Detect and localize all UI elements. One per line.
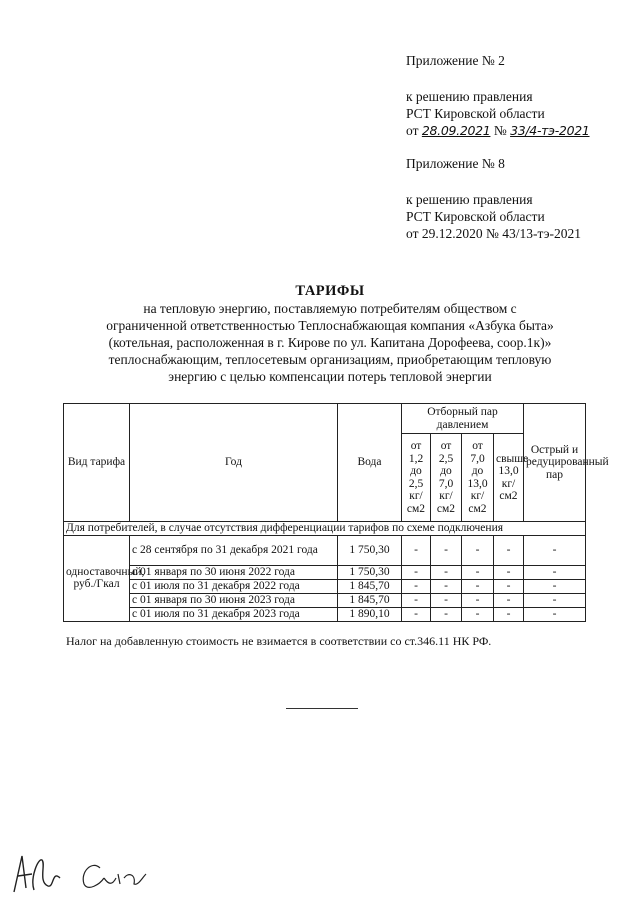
subtitle-line: на тепловую энергию, поставляемую потребителям обществом с [143,301,517,316]
tariff-table [63,403,609,622]
signature-initials [8,848,148,898]
pressure-1-cell: - [402,565,431,579]
appendix-8-line3: от 29.12.2020 № 43/13-тэ-2021 [406,226,581,241]
header-pressure-2: от 2,5 до 7,0 кг/см2 [431,434,462,522]
appendix-2-number: 33/4-тэ-2021 [510,123,590,138]
document-subtitle [80,300,580,385]
period-cell: с 28 сентября по 31 декабря 2021 года [130,535,338,565]
header-pressure-4: свыше 13,0 кг/см2 [494,434,524,522]
water-cell: 1 845,70 [338,593,402,607]
period-cell: с 01 января по 30 июня 2022 года [130,565,338,579]
pressure-3-cell: - [462,593,494,607]
sharp-steam-cell: - [524,565,586,579]
appendix-2-date-line [406,122,590,139]
appendix-2-line1: к решению правления [406,89,533,104]
header-steam: Отборный пар давлением [402,404,524,434]
appendix-2-from: от [406,123,419,138]
appendix-8-line1: к решению правления [406,192,533,207]
water-cell: 1 750,30 [338,535,402,565]
pressure-1-cell: - [402,535,431,565]
header-tariff-type: Вид тарифа [64,404,130,522]
period-cell: с 01 января по 30 июня 2023 года [130,593,338,607]
water-cell: 1 890,10 [338,607,402,621]
appendix-2-date: 28.09.2021 [421,123,491,138]
pressure-3-cell: - [462,579,494,593]
pressure-3-cell: - [462,565,494,579]
divider-line [286,708,358,709]
appendix-8-decision [406,191,581,242]
pressure-4-cell: - [494,535,524,565]
pressure-2-cell: - [431,593,462,607]
header-pressure-3: от 7,0 до 13,0 кг/см2 [462,434,494,522]
sharp-steam-cell: - [524,535,586,565]
header-water: Вода [338,404,402,522]
appendix-2-title: Приложение № 2 [406,53,505,68]
pressure-4-cell: - [494,565,524,579]
appendix-2-num-sign: № [493,123,507,138]
pressure-1-cell: - [402,607,431,621]
pressure-3-cell: - [462,535,494,565]
pressure-4-cell: - [494,579,524,593]
subtitle-line: (котельная, расположенная в г. Кирове по ул. Капитана Дорофеева, соор.1к)» [108,335,552,350]
pressure-2-cell: - [431,607,462,621]
appendix-2-decision [406,88,590,139]
vat-note: Налог на добавленную стоимость не взимается в соответствии со ст.346.11 НК РФ. [66,634,492,648]
sharp-steam-cell: - [524,593,586,607]
appendix-8-header [406,155,505,172]
tariff-type-cell: одноставочный, руб./Гкал [64,535,130,621]
period-cell: с 01 июля по 31 декабря 2022 года [130,579,338,593]
pressure-4-cell: - [494,593,524,607]
document-title: ТАРИФЫ [295,283,365,299]
water-cell: 1 750,30 [338,565,402,579]
subtitle-line: энергию с целью компенсации потерь тепловой энергии [168,369,492,384]
water-cell: 1 845,70 [338,579,402,593]
sharp-steam-cell: - [524,607,586,621]
pressure-2-cell: - [431,535,462,565]
subtitle-line: теплоснабжающим, теплосетевым организациям, приобретающим тепловую [108,352,552,367]
appendix-2-line2: РСТ Кировской области [406,106,545,121]
period-cell: с 01 июля по 31 декабря 2023 года [130,607,338,621]
sharp-steam-cell: - [524,579,586,593]
appendix-8-line2: РСТ Кировской области [406,209,545,224]
pressure-2-cell: - [431,579,462,593]
section-row: Для потребителей, в случае отсутствия дифференциации тарифов по схеме подключения [64,522,586,536]
subtitle-line: ограниченной ответственностью Теплоснабжающая компания «Азбука быта» [106,318,554,333]
pressure-2-cell: - [431,565,462,579]
header-pressure-1: от 1,2 до 2,5 кг/см2 [402,434,431,522]
pressure-1-cell: - [402,593,431,607]
appendix-2-header [406,52,505,69]
header-sharp-steam: Острый и редуцированный пар [524,404,586,522]
pressure-1-cell: - [402,579,431,593]
appendix-8-title: Приложение № 8 [406,156,505,171]
pressure-4-cell: - [494,607,524,621]
header-year: Год [130,404,338,522]
pressure-3-cell: - [462,607,494,621]
